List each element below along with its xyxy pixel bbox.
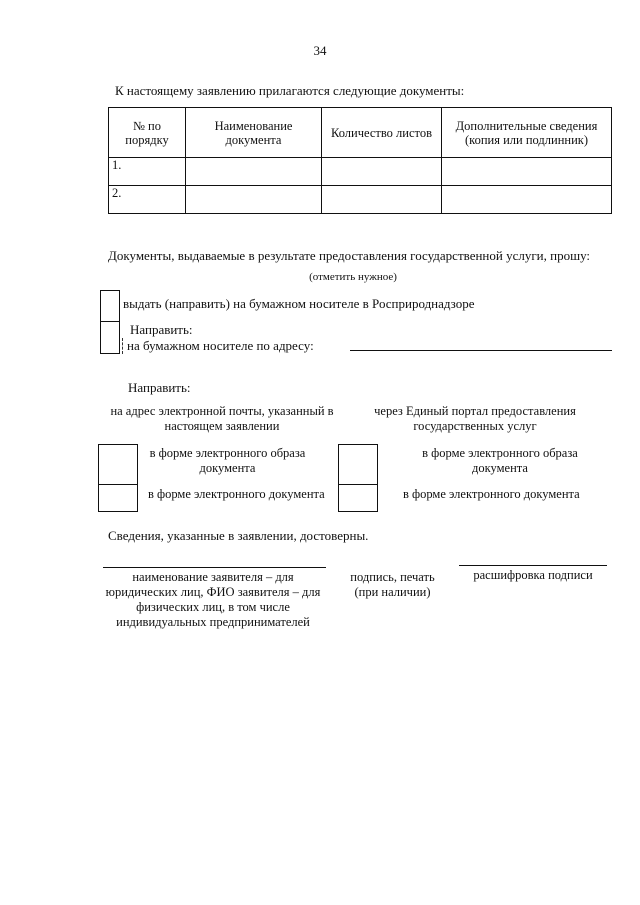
doc-name-cell[interactable] bbox=[186, 186, 322, 214]
sheet-count-cell[interactable] bbox=[322, 158, 442, 186]
portal-column-title: через Единый портал предоставления государственных услуг bbox=[374, 404, 576, 433]
table-row bbox=[109, 158, 612, 186]
attachments-table bbox=[108, 107, 612, 214]
signature-decode-caption: расшифровка подписи bbox=[473, 568, 593, 582]
paper-office-checkbox[interactable] bbox=[100, 290, 120, 322]
portal-image-option: в форме электронного образа документа bbox=[422, 446, 578, 475]
header-sheet-count: Количество листов bbox=[322, 108, 442, 158]
email-image-checkbox[interactable] bbox=[98, 444, 138, 486]
signature-caption: подпись, печать (при наличии) bbox=[350, 570, 435, 599]
email-image-option: в форме электронного образа документа bbox=[149, 446, 306, 475]
address-input-line[interactable] bbox=[350, 350, 612, 351]
electronic-title: Направить: bbox=[128, 380, 191, 395]
paper-office-label: выдать (направить) на бумажном носителе в Росприроднадзоре bbox=[123, 296, 475, 311]
doc-name-cell[interactable] bbox=[186, 158, 322, 186]
email-doc-option: в форме электронного документа bbox=[148, 487, 325, 501]
portal-doc-checkbox[interactable] bbox=[338, 484, 378, 512]
delivery-heading: Документы, выдаваемые в результате предоставления государственной услуги, прошу: bbox=[108, 248, 591, 263]
page-number: 34 bbox=[313, 43, 327, 58]
header-additional-info: Дополнительные сведения (копия или подлинник) bbox=[442, 108, 612, 158]
email-doc-checkbox[interactable] bbox=[98, 484, 138, 512]
additional-info-cell[interactable] bbox=[442, 186, 612, 214]
delivery-hint: (отметить нужное) bbox=[309, 271, 397, 283]
header-number: № по порядку bbox=[109, 108, 186, 158]
table-header-row bbox=[109, 108, 612, 158]
email-column-title: на адрес электронной почты, указанный в настоящем заявлении bbox=[110, 404, 334, 433]
paper-address-label: на бумажном носителе по адресу: bbox=[122, 338, 314, 354]
additional-info-cell[interactable] bbox=[442, 158, 612, 186]
paper-address-title: Направить: bbox=[130, 322, 193, 337]
signature-decode-line[interactable] bbox=[459, 565, 607, 566]
portal-image-checkbox[interactable] bbox=[338, 444, 378, 486]
confirmation-text: Сведения, указанные в заявлении, достоверны. bbox=[108, 528, 369, 543]
portal-doc-option: в форме электронного документа bbox=[403, 487, 580, 501]
row-number-cell[interactable]: 2. bbox=[109, 186, 186, 214]
paper-address-checkbox[interactable] bbox=[100, 321, 120, 354]
applicant-name-line[interactable] bbox=[103, 567, 326, 568]
applicant-name-caption: наименование заявителя – для юридических лиц, ФИО заявителя – для физических лиц, в том числе индивидуальных предпринимателей bbox=[105, 570, 321, 629]
header-doc-name: Наименование документа bbox=[186, 108, 322, 158]
sheet-count-cell[interactable] bbox=[322, 186, 442, 214]
table-row bbox=[109, 186, 612, 214]
attachments-heading: К настоящему заявлению прилагаются следующие документы: bbox=[115, 83, 465, 98]
row-number-cell[interactable]: 1. bbox=[109, 158, 186, 186]
